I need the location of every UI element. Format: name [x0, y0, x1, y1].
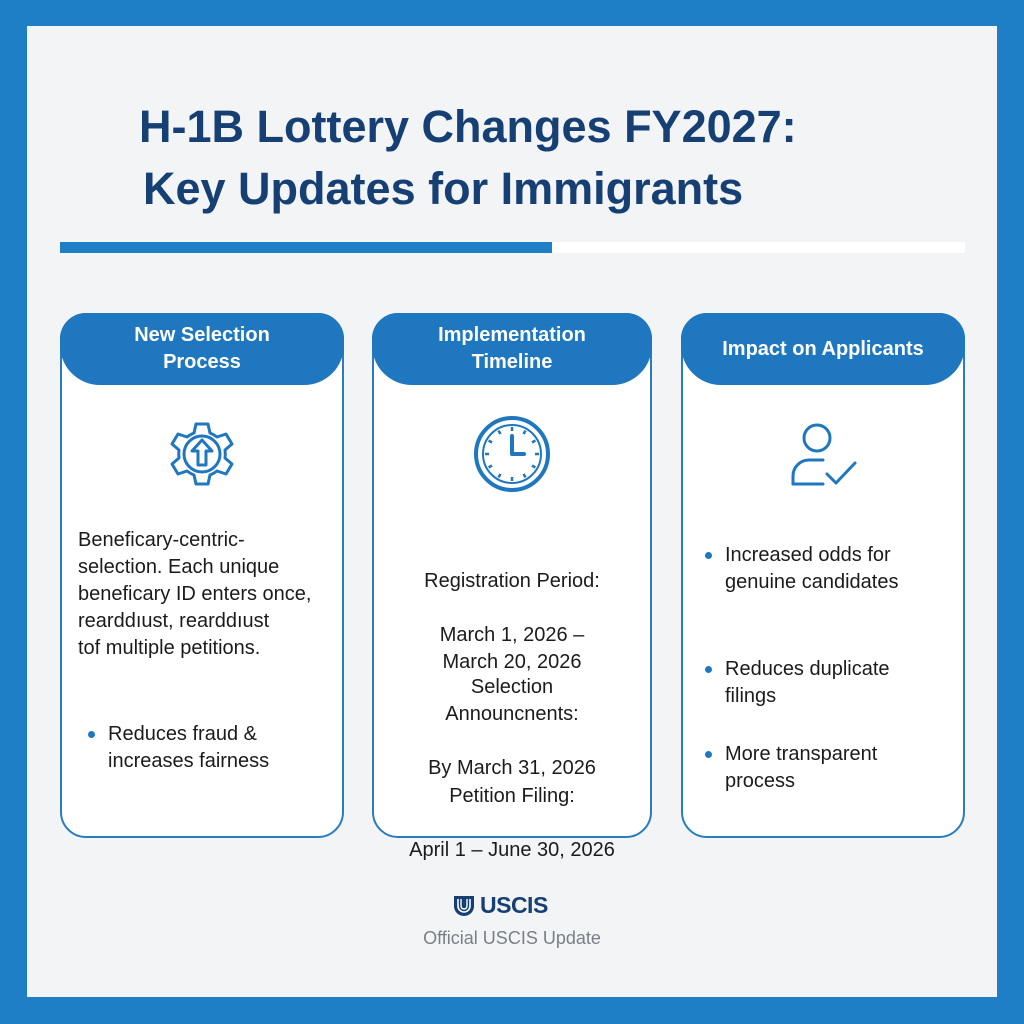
list-item [705, 542, 898, 596]
card-impact-on-applicants [681, 313, 965, 838]
timeline-label: Selection Announcnents: [445, 676, 579, 725]
timeline-value: April 1 – June 30, 2026 [409, 839, 615, 861]
uscis-logo [452, 892, 548, 919]
user-check-icon [781, 412, 865, 496]
card-heading: Implementation Timeline [438, 324, 586, 373]
title-line-1: H-1B Lottery Changes FY2027: [139, 101, 797, 152]
timeline-label: Registration Period: [424, 570, 600, 592]
list-item [88, 721, 269, 775]
list-item [705, 656, 890, 710]
clock-icon [470, 412, 554, 496]
page-title [139, 96, 939, 220]
card-header [60, 313, 344, 385]
bullet-text: Increased odds for genuine candidates [725, 544, 899, 593]
bullet-dot [705, 666, 712, 673]
card-description: Beneficary-centric- selection. Each unique beneficary ID enters once, rearddıust, rearddıust tof multiple petitions. [78, 529, 312, 659]
bullet-dot [705, 751, 712, 758]
card-header [372, 313, 652, 385]
timeline-value: By March 31, 2026 [428, 757, 596, 779]
card-header [681, 313, 965, 385]
bullet-text: Reduces fraud & increases fairness [108, 723, 270, 772]
card-new-selection-process [60, 313, 344, 838]
progress-divider [60, 242, 965, 253]
bullet-dot [705, 552, 712, 559]
uscis-shield-icon [452, 894, 476, 918]
footer-note: Official USCIS Update [423, 928, 601, 948]
card-heading: New Selection Process [134, 324, 270, 373]
list-item [705, 741, 877, 795]
infographic-panel [27, 26, 997, 997]
progress-divider-fill [60, 242, 552, 253]
card-implementation-timeline [372, 313, 652, 861]
logo-text: USCIS [480, 892, 548, 918]
bullet-text: Reduces duplicate filings [725, 658, 890, 707]
card-heading: Impact on Applicants [722, 337, 924, 360]
timeline-label: Petition Filing: [449, 785, 575, 807]
bullet-text: More transparent process [725, 743, 878, 792]
title-line-2: Key Updates for Immigrants [143, 163, 744, 214]
timeline-item-petition [374, 756, 650, 891]
bullet-dot [88, 731, 95, 738]
gear-arrow-up-icon [160, 412, 244, 496]
timeline-value: March 1, 2026 – March 20, 2026 [439, 624, 585, 673]
